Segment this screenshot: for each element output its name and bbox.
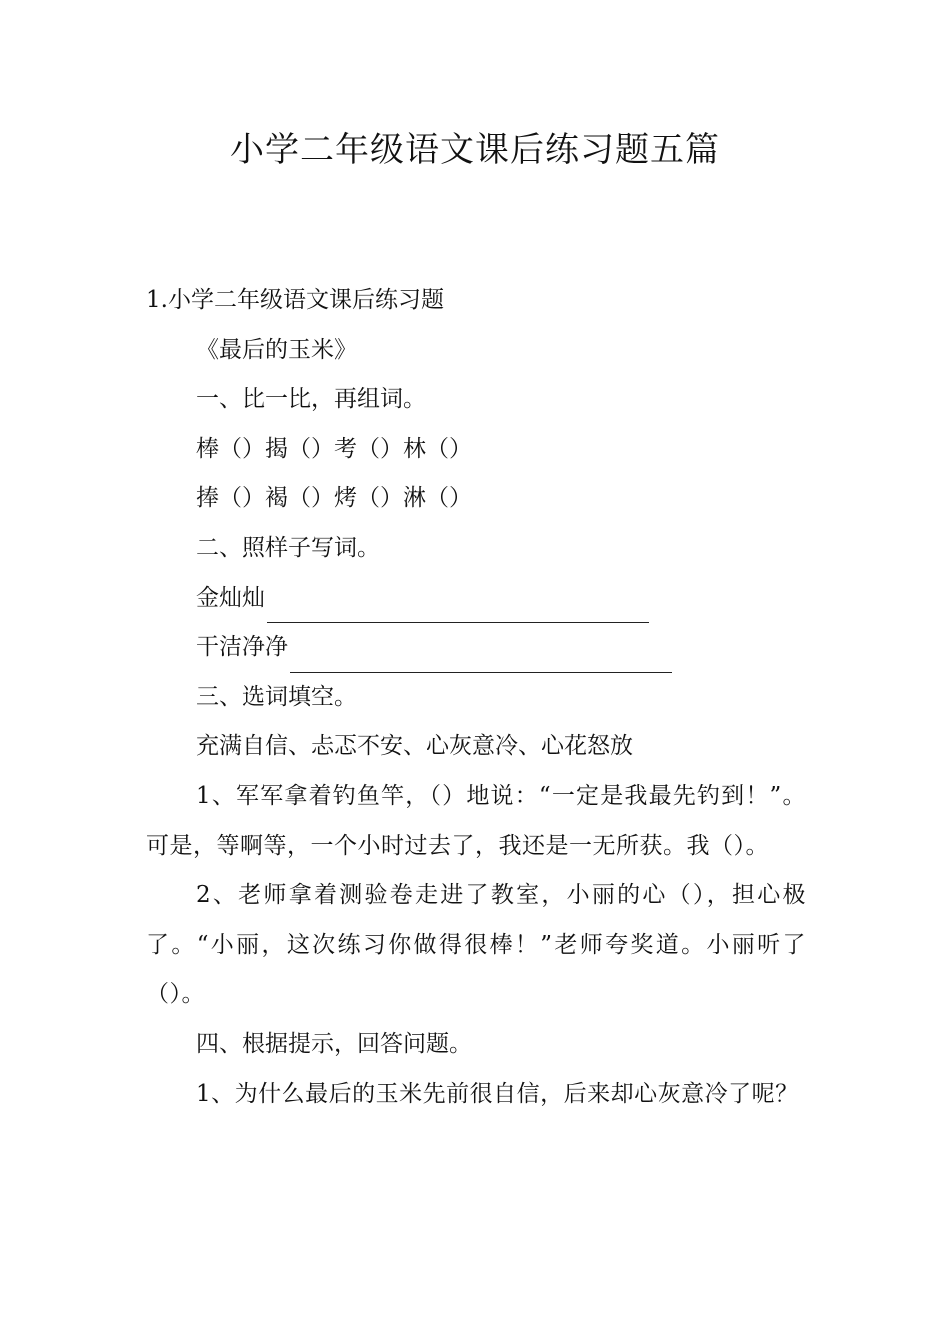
question-3-item-1: 1、军军拿着钓鱼竿，（）地说：“一定是我最先钓到！”。可是，等啊等，一个小时过去了，我还是一无所获。我（）。 bbox=[146, 782, 806, 859]
document-body bbox=[146, 276, 806, 1119]
question-1-heading: 一、比一比，再组词。 bbox=[196, 386, 426, 413]
question-3-item-2: 2、老师拿着测验卷走进了教室，小丽的心（），担心极了。“小丽，这次练习你做得很棒！”老师夸奖道。小丽听了（）。 bbox=[146, 882, 806, 1008]
question-2-heading: 二、照样子写词。 bbox=[196, 534, 380, 561]
question-3-heading: 三、选词填空。 bbox=[196, 683, 357, 710]
question-3-options: 充满自信、忐忑不安、心灰意冷、心花怒放 bbox=[196, 733, 633, 760]
question-1-row-1: 棒（）揭（）考（）林（） bbox=[196, 435, 472, 462]
example-word-1: 金灿灿 bbox=[196, 584, 265, 611]
answer-blank-2 bbox=[290, 644, 672, 673]
answer-blank-1 bbox=[267, 594, 649, 623]
question-1-row-2: 捧（）褐（）烤（）淋（） bbox=[196, 485, 472, 512]
question-2-example-2 bbox=[146, 623, 806, 673]
section-heading: 1.小学二年级语文课后练习题 bbox=[146, 287, 444, 313]
lesson-title: 《最后的玉米》 bbox=[196, 336, 357, 363]
question-4-item-1: 1、为什么最后的玉米先前很自信，后来却心灰意冷了呢？ bbox=[196, 1080, 799, 1107]
example-word-2: 干洁净净 bbox=[196, 634, 288, 661]
question-2-example-1 bbox=[146, 574, 806, 624]
document-title: 小学二年级语文课后练习题五篇 bbox=[230, 130, 720, 170]
question-4-heading: 四、根据提示，回答问题。 bbox=[196, 1030, 472, 1057]
